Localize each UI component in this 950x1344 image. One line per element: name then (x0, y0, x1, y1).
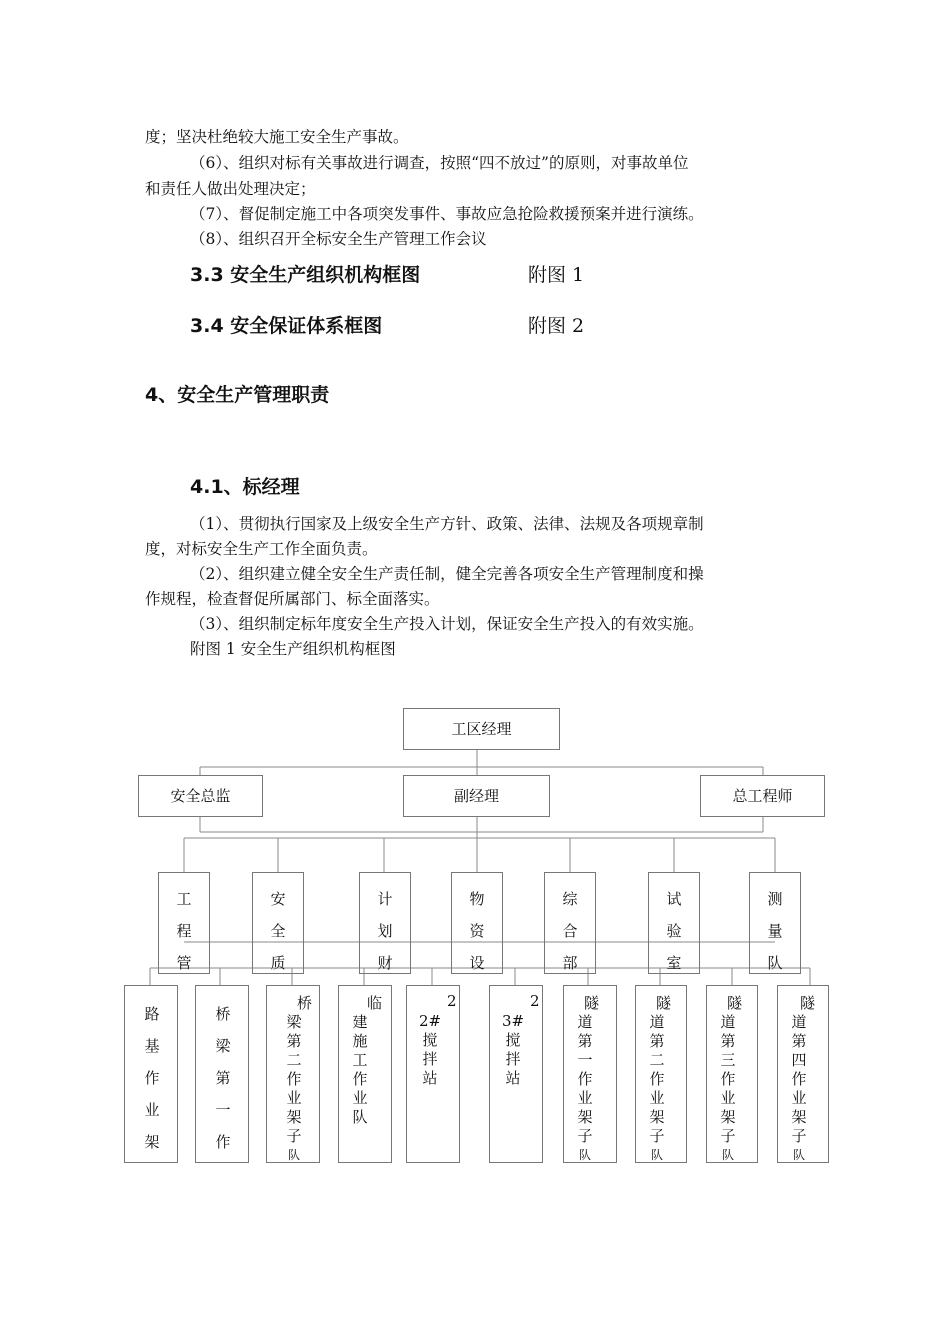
char: 站 (505, 1069, 521, 1087)
char: 第 (649, 1032, 665, 1050)
paragraph-line: 度；坚决杜绝较大施工安全生产事故。 (145, 128, 409, 146)
org-node-deputy-manager (403, 775, 550, 817)
duty-line: （3）、组织制定标年度安全生产投入计划，保证安全生产投入的有效实施。 (190, 615, 704, 633)
char: 基 (144, 1037, 160, 1055)
paragraph-line: （8）、组织召开全标安全生产管理工作会议 (190, 230, 487, 248)
org-dept (359, 872, 411, 974)
char: 隧 (584, 994, 600, 1012)
char: 架 (286, 1108, 302, 1126)
char: 计 (377, 890, 393, 908)
char: 2# (418, 1012, 442, 1030)
char: 子 (577, 1127, 593, 1145)
section-ref: 附图 1 (528, 264, 585, 286)
char: 队 (287, 1148, 300, 1162)
char: 道 (577, 1013, 593, 1031)
char: 设 (469, 954, 485, 972)
char: 架 (720, 1108, 736, 1126)
section-ref: 附图 2 (528, 315, 585, 337)
char: 作 (144, 1069, 160, 1087)
paragraph-line: （6）、组织对标有关事故进行调查，按照“四不放过”的原则，对事故单位 (190, 154, 689, 172)
char: 作 (352, 1070, 368, 1088)
org-team (124, 985, 178, 1163)
org-team (489, 985, 543, 1163)
char: 工 (176, 890, 192, 908)
char: 质 (270, 954, 286, 972)
char: 业 (352, 1089, 368, 1107)
char: 隧 (727, 994, 743, 1012)
duty-line: （1）、贯彻执行国家及上级安全生产方针、政策、法律、法规及各项规章制 (190, 515, 704, 533)
char: 队 (767, 954, 783, 972)
char: 工 (352, 1051, 368, 1069)
char: 子 (720, 1127, 736, 1145)
char: 第 (286, 1032, 302, 1050)
char: 拌 (422, 1050, 438, 1068)
char: 安 (270, 890, 286, 908)
char: 三 (720, 1051, 736, 1069)
char: 道 (720, 1013, 736, 1031)
char: 作 (649, 1070, 665, 1088)
org-node-label: 工区经理 (451, 720, 512, 738)
section-title: 3.3 安全生产组织机构框图 (190, 264, 421, 286)
char: 施 (352, 1032, 368, 1050)
char: 二 (286, 1051, 302, 1069)
subchapter-title: 4.1、标经理 (190, 476, 300, 498)
char: 业 (720, 1089, 736, 1107)
char: 第 (215, 1069, 231, 1087)
char: 第 (720, 1032, 736, 1050)
char: 第 (791, 1032, 807, 1050)
char: 作 (720, 1070, 736, 1088)
org-node-label: 安全总监 (170, 787, 231, 805)
char: 程 (176, 922, 192, 940)
char: 架 (791, 1108, 807, 1126)
corner-number: 2 (447, 992, 457, 1010)
char: 业 (144, 1101, 160, 1119)
org-node-top (403, 708, 560, 750)
char: 架 (577, 1108, 593, 1126)
char: 作 (286, 1070, 302, 1088)
char: 作 (791, 1070, 807, 1088)
char: 第 (577, 1032, 593, 1050)
char: 作 (577, 1070, 593, 1088)
duty-line: 作规程，检查督促所属部门、标全面落实。 (145, 590, 440, 608)
org-dept (451, 872, 503, 974)
char: 子 (649, 1127, 665, 1145)
char: 3# (501, 1012, 525, 1030)
char: 合 (562, 922, 578, 940)
duty-line: （2）、组织建立健全安全生产责任制，健全完善各项安全生产管理制度和操 (190, 565, 704, 583)
char: 搅 (505, 1031, 521, 1049)
org-team (266, 985, 320, 1163)
char: 隧 (800, 994, 816, 1012)
char: 财 (377, 954, 393, 972)
org-team (195, 985, 249, 1163)
org-dept (252, 872, 304, 974)
char: 队 (578, 1148, 591, 1162)
char: 架 (144, 1133, 160, 1151)
figure-caption: 附图 1 安全生产组织机构框图 (190, 640, 396, 658)
char: 业 (286, 1089, 302, 1107)
char: 室 (666, 954, 682, 972)
chapter-title: 4、安全生产管理职责 (145, 384, 330, 406)
org-team (635, 985, 687, 1163)
section-title: 3.4 安全保证体系框图 (190, 315, 383, 337)
char: 队 (721, 1148, 734, 1162)
org-team (406, 985, 460, 1163)
char: 路 (144, 1005, 160, 1023)
char: 桥 (215, 1005, 231, 1023)
paragraph-line: （7）、督促制定施工中各项突发事件、事故应急抢险救援预案并进行演练。 (190, 205, 704, 223)
char: 量 (767, 922, 783, 940)
char: 梁 (286, 1013, 302, 1031)
org-team (563, 985, 617, 1163)
char: 搅 (422, 1031, 438, 1049)
char: 试 (666, 890, 682, 908)
char: 二 (649, 1051, 665, 1069)
char: 测 (767, 890, 783, 908)
char: 资 (469, 922, 485, 940)
org-team (777, 985, 829, 1163)
duty-line: 度，对标安全生产工作全面负责。 (145, 540, 378, 558)
char: 道 (649, 1013, 665, 1031)
corner-number: 2 (530, 992, 540, 1010)
org-dept (544, 872, 596, 974)
char: 队 (792, 1148, 805, 1162)
org-node-label: 总工程师 (732, 787, 793, 805)
char: 物 (469, 890, 485, 908)
char: 业 (791, 1089, 807, 1107)
char: 架 (649, 1108, 665, 1126)
org-node-chief-engineer (700, 775, 825, 817)
char: 建 (352, 1013, 368, 1031)
char: 一 (215, 1101, 231, 1119)
char: 一 (577, 1051, 593, 1069)
org-dept (648, 872, 700, 974)
char: 全 (270, 922, 286, 940)
char: 队 (650, 1148, 663, 1162)
org-dept (749, 872, 801, 974)
char: 业 (577, 1089, 593, 1107)
char: 桥 (297, 994, 313, 1012)
char: 临 (367, 994, 383, 1012)
char: 划 (377, 922, 393, 940)
char: 业 (649, 1089, 665, 1107)
char: 子 (791, 1127, 807, 1145)
org-team (338, 985, 392, 1163)
char: 验 (666, 922, 682, 940)
char: 道 (791, 1013, 807, 1031)
char: 四 (791, 1051, 807, 1069)
char: 拌 (505, 1050, 521, 1068)
org-dept (158, 872, 210, 974)
org-team (706, 985, 758, 1163)
char: 管 (176, 954, 192, 972)
char: 部 (562, 954, 578, 972)
char: 子 (286, 1127, 302, 1145)
char: 综 (562, 890, 578, 908)
paragraph-line: 和责任人做出处理决定； (145, 180, 316, 198)
char: 站 (422, 1069, 438, 1087)
char: 梁 (215, 1037, 231, 1055)
char: 作 (215, 1133, 231, 1151)
org-node-label: 副经理 (453, 787, 499, 805)
char: 队 (352, 1108, 368, 1126)
char: 隧 (656, 994, 672, 1012)
org-node-safety-director (138, 775, 263, 817)
